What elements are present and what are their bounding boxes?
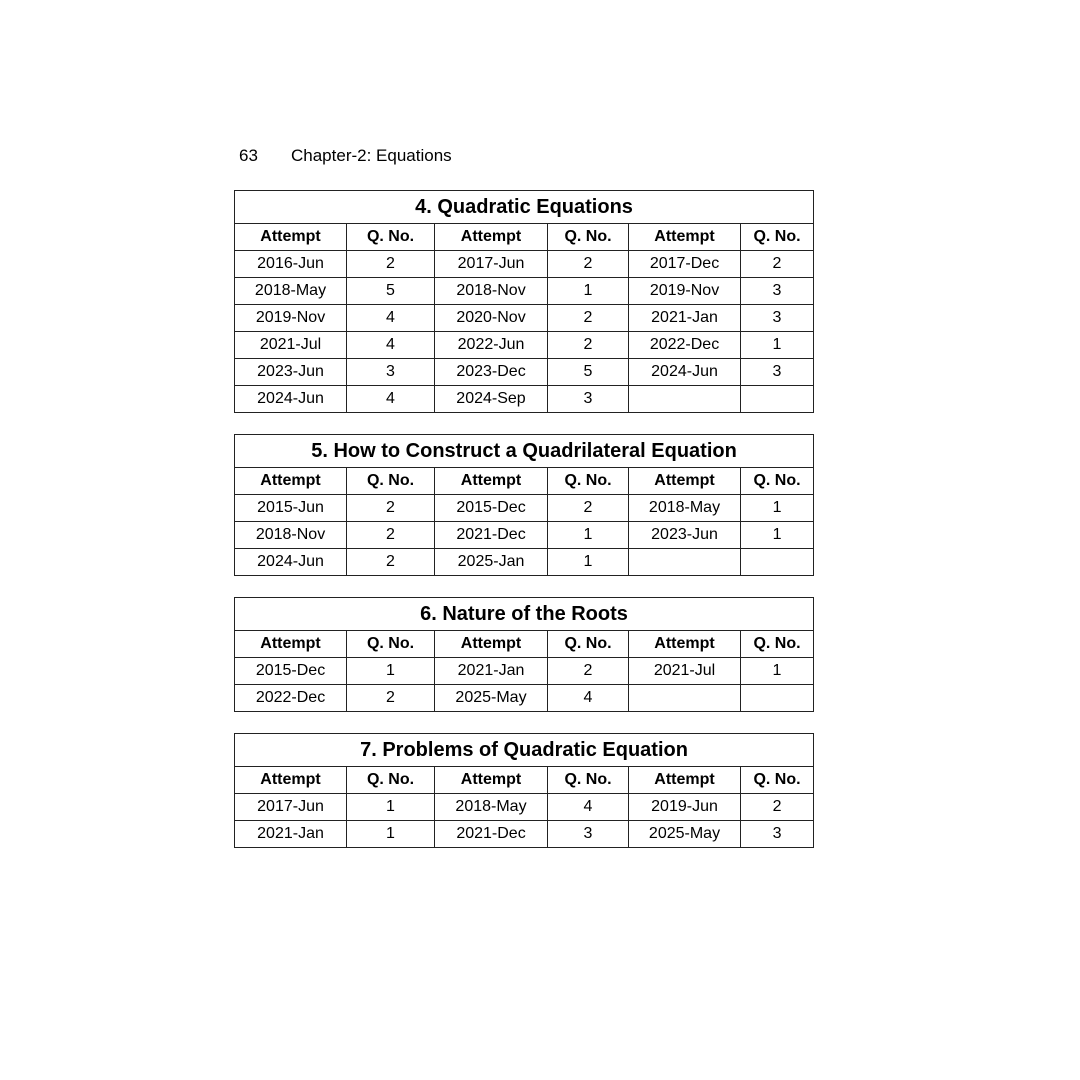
table-row xyxy=(235,359,814,386)
question-number-cell: 4 xyxy=(347,305,435,332)
attempt-cell: 2017-Jun xyxy=(435,251,548,278)
table-row xyxy=(235,685,814,712)
column-header-qno: Q. No. xyxy=(741,631,814,658)
question-number-cell: 4 xyxy=(548,685,629,712)
column-header-attempt: Attempt xyxy=(235,767,347,794)
column-header-qno: Q. No. xyxy=(741,468,814,495)
column-header-attempt: Attempt xyxy=(435,767,548,794)
question-number-cell xyxy=(741,549,814,576)
question-number-cell: 5 xyxy=(347,278,435,305)
attempt-cell: 2024-Jun xyxy=(629,359,741,386)
attempt-cell: 2022-Dec xyxy=(235,685,347,712)
question-number-cell xyxy=(741,685,814,712)
attempt-cell: 2018-May xyxy=(435,794,548,821)
column-header-row xyxy=(235,468,814,495)
attempt-cell: 2018-Nov xyxy=(235,522,347,549)
attempt-cell: 2024-Sep xyxy=(435,386,548,413)
attempt-cell: 2019-Jun xyxy=(629,794,741,821)
column-header-attempt: Attempt xyxy=(235,631,347,658)
section-table-quadratic-equations xyxy=(234,190,814,413)
question-number-cell: 2 xyxy=(347,251,435,278)
question-number-cell: 3 xyxy=(548,386,629,413)
column-header-qno: Q. No. xyxy=(548,468,629,495)
column-header-attempt: Attempt xyxy=(629,631,741,658)
attempt-cell xyxy=(629,386,741,413)
table-row xyxy=(235,332,814,359)
question-number-cell: 3 xyxy=(741,821,814,848)
column-header-qno: Q. No. xyxy=(741,767,814,794)
question-number-cell: 1 xyxy=(347,821,435,848)
attempt-cell: 2019-Nov xyxy=(629,278,741,305)
section-title: 5. How to Construct a Quadrilateral Equation xyxy=(235,435,814,468)
question-number-cell: 3 xyxy=(741,278,814,305)
page-header xyxy=(239,146,452,166)
table-row xyxy=(235,549,814,576)
question-number-cell: 4 xyxy=(347,332,435,359)
table-row xyxy=(235,251,814,278)
attempt-cell: 2019-Nov xyxy=(235,305,347,332)
attempt-cell: 2022-Jun xyxy=(435,332,548,359)
column-header-qno: Q. No. xyxy=(548,767,629,794)
section-title: 6. Nature of the Roots xyxy=(235,598,814,631)
section-title: 7. Problems of Quadratic Equation xyxy=(235,734,814,767)
table-row xyxy=(235,821,814,848)
attempt-cell: 2021-Jan xyxy=(629,305,741,332)
attempt-cell: 2018-May xyxy=(235,278,347,305)
table-row xyxy=(235,658,814,685)
table-row xyxy=(235,794,814,821)
attempt-cell: 2024-Jun xyxy=(235,386,347,413)
question-number-cell: 1 xyxy=(741,658,814,685)
attempt-cell: 2022-Dec xyxy=(629,332,741,359)
question-number-cell: 2 xyxy=(347,495,435,522)
question-number-cell: 2 xyxy=(548,332,629,359)
question-number-cell: 4 xyxy=(548,794,629,821)
attempt-cell: 2018-May xyxy=(629,495,741,522)
attempt-cell xyxy=(629,549,741,576)
question-number-cell: 3 xyxy=(548,821,629,848)
attempt-cell: 2021-Jul xyxy=(629,658,741,685)
attempt-cell: 2016-Jun xyxy=(235,251,347,278)
attempt-cell: 2020-Nov xyxy=(435,305,548,332)
question-number-cell: 2 xyxy=(548,251,629,278)
question-number-cell: 2 xyxy=(741,251,814,278)
attempt-cell: 2024-Jun xyxy=(235,549,347,576)
column-header-attempt: Attempt xyxy=(629,468,741,495)
question-number-cell: 1 xyxy=(741,522,814,549)
question-number-cell: 2 xyxy=(548,305,629,332)
section-table-problems-quadratic-equation xyxy=(234,733,814,848)
column-header-attempt: Attempt xyxy=(629,224,741,251)
section-table-nature-of-roots xyxy=(234,597,814,712)
question-number-cell: 4 xyxy=(347,386,435,413)
column-header-attempt: Attempt xyxy=(629,767,741,794)
attempt-cell: 2021-Jan xyxy=(235,821,347,848)
attempt-cell: 2025-Jan xyxy=(435,549,548,576)
question-number-cell: 2 xyxy=(741,794,814,821)
column-header-row xyxy=(235,224,814,251)
question-number-cell: 1 xyxy=(548,522,629,549)
table-row xyxy=(235,386,814,413)
section-title: 4. Quadratic Equations xyxy=(235,191,814,224)
question-number-cell: 1 xyxy=(347,794,435,821)
question-number-cell: 3 xyxy=(741,305,814,332)
attempt-cell: 2021-Dec xyxy=(435,522,548,549)
attempt-cell: 2021-Jul xyxy=(235,332,347,359)
attempt-cell: 2017-Jun xyxy=(235,794,347,821)
question-number-cell: 1 xyxy=(548,549,629,576)
attempt-cell: 2023-Jun xyxy=(235,359,347,386)
column-header-qno: Q. No. xyxy=(548,631,629,658)
table-row xyxy=(235,305,814,332)
column-header-attempt: Attempt xyxy=(235,468,347,495)
attempt-cell: 2025-May xyxy=(435,685,548,712)
question-number-cell: 1 xyxy=(741,495,814,522)
attempt-cell: 2018-Nov xyxy=(435,278,548,305)
question-number-cell xyxy=(741,386,814,413)
table-row xyxy=(235,522,814,549)
attempt-cell: 2021-Jan xyxy=(435,658,548,685)
question-number-cell: 1 xyxy=(741,332,814,359)
question-number-cell: 2 xyxy=(347,685,435,712)
column-header-row xyxy=(235,631,814,658)
attempt-cell: 2023-Dec xyxy=(435,359,548,386)
question-number-cell: 2 xyxy=(548,495,629,522)
table-row xyxy=(235,495,814,522)
question-number-cell: 3 xyxy=(347,359,435,386)
question-number-cell: 2 xyxy=(347,549,435,576)
column-header-attempt: Attempt xyxy=(435,468,548,495)
attempt-cell: 2015-Dec xyxy=(235,658,347,685)
question-number-cell: 3 xyxy=(741,359,814,386)
chapter-title: Chapter-2: Equations xyxy=(291,146,452,165)
question-tables xyxy=(234,190,813,869)
column-header-qno: Q. No. xyxy=(347,767,435,794)
question-number-cell: 1 xyxy=(347,658,435,685)
question-number-cell: 1 xyxy=(548,278,629,305)
attempt-cell: 2017-Dec xyxy=(629,251,741,278)
column-header-qno: Q. No. xyxy=(347,468,435,495)
column-header-qno: Q. No. xyxy=(548,224,629,251)
column-header-attempt: Attempt xyxy=(435,631,548,658)
attempt-cell: 2025-May xyxy=(629,821,741,848)
column-header-row xyxy=(235,767,814,794)
question-number-cell: 2 xyxy=(347,522,435,549)
section-table-construct-quadrilateral-equation xyxy=(234,434,814,576)
attempt-cell: 2015-Jun xyxy=(235,495,347,522)
attempt-cell: 2023-Jun xyxy=(629,522,741,549)
attempt-cell xyxy=(629,685,741,712)
attempt-cell: 2021-Dec xyxy=(435,821,548,848)
column-header-qno: Q. No. xyxy=(347,224,435,251)
column-header-qno: Q. No. xyxy=(741,224,814,251)
attempt-cell: 2015-Dec xyxy=(435,495,548,522)
question-number-cell: 2 xyxy=(548,658,629,685)
column-header-attempt: Attempt xyxy=(235,224,347,251)
page-number: 63 xyxy=(239,146,258,165)
column-header-attempt: Attempt xyxy=(435,224,548,251)
question-number-cell: 5 xyxy=(548,359,629,386)
table-row xyxy=(235,278,814,305)
column-header-qno: Q. No. xyxy=(347,631,435,658)
